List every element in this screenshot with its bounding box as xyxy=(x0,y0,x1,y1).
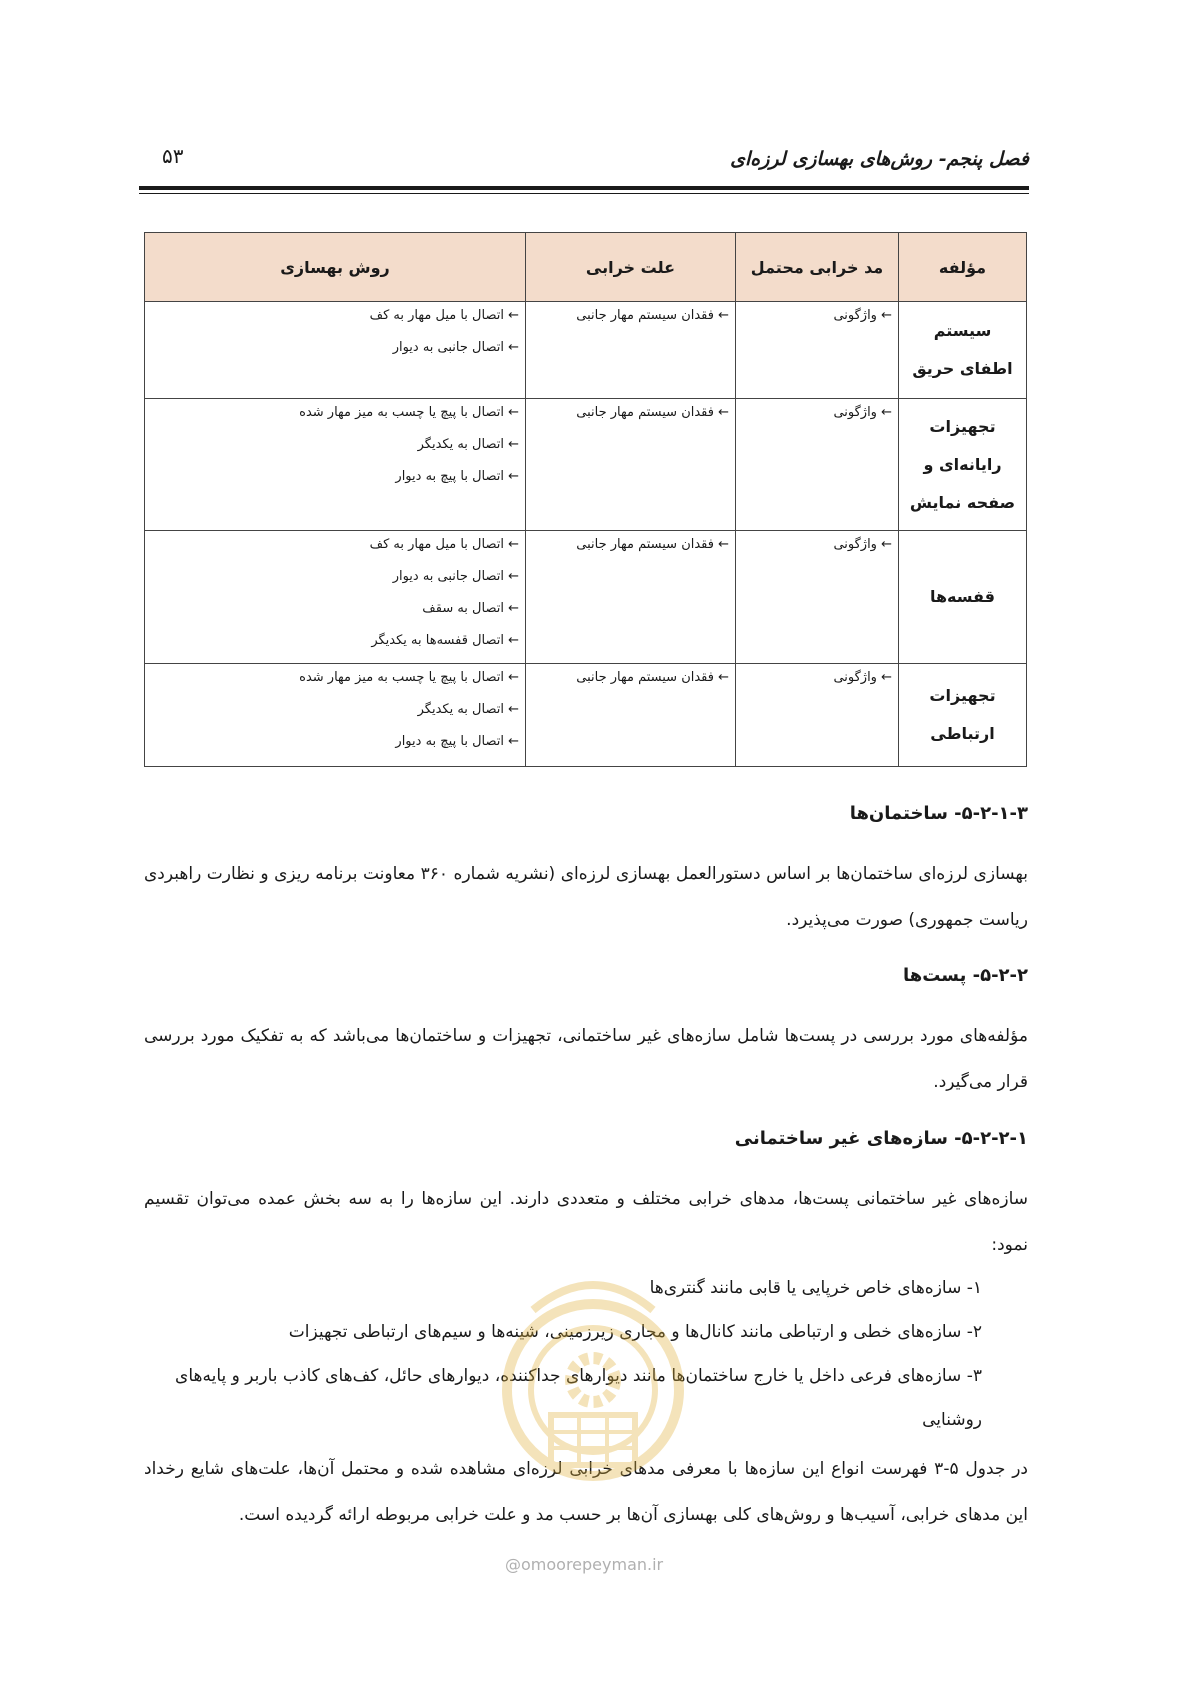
list-item: ۲- سازه‌های خطی و ارتباطی مانند کانال‌ها و مجاری زیرزمینی، شینه‌ها و سیم‌های ارتباطی تجهیزات xyxy=(288,1322,982,1342)
header-rule-thin xyxy=(139,193,1029,194)
structure-types-list xyxy=(144,1266,1028,1442)
failure-mode-cell xyxy=(736,531,899,664)
paragraph-table-intro: در جدول ۵-۳ فهرست انواع این سازه‌ها با معرفی مدهای خرابی لرزه‌ای مشاهده شده و محتمل آن‌ها، علت‌های شایع رخداد این مدهای خرابی، آسیب‌ها و روش‌های کلی بهسازی آن‌ها بر حسب مد و علت خرابی مربوطه ارائه گردیده است. xyxy=(144,1459,1028,1525)
paragraph-non-building: سازه‌های غیر ساختمانی پست‌ها، مدهای خرابی مختلف و متعددی دارند. این سازه‌ها را به سه بخش عمده می‌توان تقسیم نمود: xyxy=(144,1189,1028,1255)
failure-mode-entry: ← واژگونی xyxy=(833,537,892,552)
cause-entry: ← فقدان سیستم مهار جانبی xyxy=(576,405,729,420)
cause-cell xyxy=(526,531,736,664)
cause-entry: ← فقدان سیستم مهار جانبی xyxy=(576,537,729,552)
header-method: روش بهسازی xyxy=(145,233,526,302)
table-row xyxy=(145,664,1027,767)
failure-mode-cell xyxy=(736,399,899,531)
page-header xyxy=(139,140,1029,180)
method-entry: ← اتصال قفسه‌ها به یکدیگر xyxy=(371,633,519,648)
failure-mode-entry: ← واژگونی xyxy=(833,308,892,323)
method-entry: ← اتصال با میل مهار به کف xyxy=(369,308,519,323)
paragraph-buildings: بهسازی لرزه‌ای ساختمان‌ها بر اساس دستورالعمل بهسازی لرزه‌ای (نشریه شماره ۳۶۰ معاونت برنامه ریزی و نظارت راهبردی ریاست جمهوری) صورت می‌پذیرد. xyxy=(144,864,1028,930)
cause-entry: ← فقدان سیستم مهار جانبی xyxy=(576,308,729,323)
cause-cell xyxy=(526,399,736,531)
cause-cell xyxy=(526,302,736,399)
method-entry: ← اتصال جانبی به دیوار xyxy=(392,340,519,355)
component-cell: سیستم اطفای حریق xyxy=(899,302,1027,399)
watermark-text: @omoorepeyman.ir xyxy=(505,1555,664,1574)
chapter-title: فصل پنجم- روش‌های بهسازی لرزه‌ای xyxy=(730,148,1029,170)
method-entry: ← اتصال به یکدیگر xyxy=(417,702,519,717)
method-entry: ← اتصال به یکدیگر xyxy=(417,437,519,452)
header-component: مؤلفه xyxy=(899,233,1027,302)
section-heading-buildings: ۵-۲-۱-۳- ساختمان‌ها xyxy=(849,803,1028,824)
table-header-row xyxy=(145,233,1027,302)
failure-mode-entry: ← واژگونی xyxy=(833,670,892,685)
method-cell xyxy=(145,664,526,767)
paragraph-substations: مؤلفه‌های مورد بررسی در پست‌ها شامل سازه‌های غیر ساختمانی، تجهیزات و ساختمان‌ها می‌باشد که به تفکیک مورد بررسی قرار می‌گیرد. xyxy=(144,1026,1028,1092)
method-entry: ← اتصال جانبی به دیوار xyxy=(392,569,519,584)
section-heading-substations: ۵-۲-۲- پست‌ها xyxy=(902,965,1028,986)
component-cell: تجهیزات رایانه‌ای و صفحه نمایش xyxy=(899,399,1027,531)
cause-cell xyxy=(526,664,736,767)
cause-entry: ← فقدان سیستم مهار جانبی xyxy=(576,670,729,685)
component-cell: تجهیزات ارتباطی xyxy=(899,664,1027,767)
header-cause: علت خرابی xyxy=(526,233,736,302)
method-cell xyxy=(145,399,526,531)
method-entry: ← اتصال با پیچ یا چسب به میز مهار شده xyxy=(299,405,519,420)
table-row xyxy=(145,531,1027,664)
table-row xyxy=(145,399,1027,531)
method-entry: ← اتصال با پیچ یا چسب به میز مهار شده xyxy=(299,670,519,685)
retrofit-table xyxy=(144,232,1027,767)
header-failure-mode: مد خرابی محتمل xyxy=(736,233,899,302)
method-cell xyxy=(145,302,526,399)
method-cell xyxy=(145,531,526,664)
list-item: ۱- سازه‌های خاص خرپایی یا قابی مانند گنتری‌ها xyxy=(649,1278,982,1298)
method-entry: ← اتصال با پیچ به دیوار xyxy=(395,734,519,749)
page-number: ۵۳ xyxy=(162,144,184,168)
header-rule-thick xyxy=(139,186,1029,190)
component-cell: قفسه‌ها xyxy=(899,531,1027,664)
table-row xyxy=(145,302,1027,399)
method-entry: ← اتصال با میل مهار به کف xyxy=(369,537,519,552)
failure-mode-entry: ← واژگونی xyxy=(833,405,892,420)
failure-mode-cell xyxy=(736,664,899,767)
list-item: ۳- سازه‌های فرعی داخل یا خارج ساختمان‌ها مانند دیوارهای جداکننده، دیوارهای حائل، کف‌های کاذب باربر و پایه‌های روشنایی xyxy=(175,1366,982,1430)
method-entry: ← اتصال به سقف xyxy=(422,601,519,616)
section-heading-non-building: ۵-۲-۲-۱- سازه‌های غیر ساختمانی xyxy=(734,1128,1028,1149)
method-entry: ← اتصال با پیچ به دیوار xyxy=(395,469,519,484)
failure-mode-cell xyxy=(736,302,899,399)
